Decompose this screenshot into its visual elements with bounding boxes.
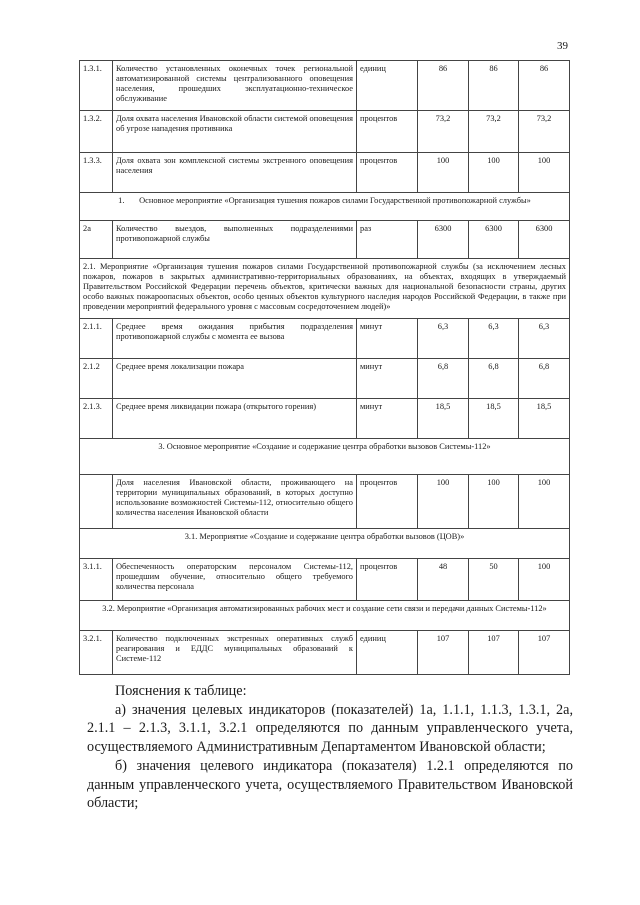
table-row (80, 359, 570, 399)
value-cell: 6,8 (418, 359, 469, 399)
table-row (80, 319, 570, 359)
unit-cell: процентов (357, 111, 418, 153)
indicator-number-cell: 3.2.1. (80, 631, 113, 675)
indicator-number-cell: 1.3.3. (80, 153, 113, 193)
value-cell: 73,2 (418, 111, 469, 153)
table-row (80, 61, 570, 111)
indicator-number-cell: 2.1.1. (80, 319, 113, 359)
indicator-name-cell: Среднее время ожидания прибытия подразделения противопожарной службы с момента ее вызова (113, 319, 357, 359)
indicator-name-cell: Среднее время ликвидации пожара (открытого горения) (113, 399, 357, 439)
value-cell: 100 (519, 559, 570, 601)
indicator-number-cell: 3.1.1. (80, 559, 113, 601)
section-title: 3. Основное мероприятие «Создание и содержание центра обработки вызовов Системы-112» (80, 439, 570, 475)
section-title: 3.1. Мероприятие «Создание и содержание центра обработки вызовов (ЦОВ)» (80, 529, 570, 559)
value-cell: 6,3 (469, 319, 519, 359)
section-row (80, 601, 570, 631)
note-item-a: а) значения целевых индикаторов (показателей) 1а, 1.1.1, 1.1.3, 1.3.1, 2а, 2.1.1 – 2.1.3, 3.1.1, 3.2.1 определяются по данным управленческого учета, осуществляемого Административным Департаментом Ивановской области; (87, 701, 573, 756)
table-row (80, 631, 570, 675)
indicator-name-cell: Доля населения Ивановской области, проживающего на территории муниципальных образований, в которых доступно использование возможностей Системы-112, относительно общего количества населения Ивановской области (113, 475, 357, 529)
unit-cell: минут (357, 399, 418, 439)
value-cell: 6,3 (519, 319, 570, 359)
value-cell: 100 (469, 153, 519, 193)
table-row (80, 559, 570, 601)
section-row (80, 529, 570, 559)
indicator-number-cell: 1.3.2. (80, 111, 113, 153)
section-title: 3.2. Мероприятие «Организация автоматизированных рабочих мест и создание сети связи и передачи данных Системы-112» (80, 601, 570, 631)
subsection-row (80, 259, 570, 319)
table-row (80, 153, 570, 193)
unit-cell: процентов (357, 559, 418, 601)
unit-cell: раз (357, 221, 418, 259)
indicator-name-cell: Доля охвата зон комплексной системы экстренного оповещения населения (113, 153, 357, 193)
indicators-table (79, 60, 570, 675)
value-cell: 6,3 (418, 319, 469, 359)
value-cell: 107 (469, 631, 519, 675)
indicator-name-cell: Обеспеченность операторским персоналом Системы-112, прошедшим обучение, относительно общего требуемого количества персонала (113, 559, 357, 601)
table-row (80, 221, 570, 259)
note-item-b: б) значения целевого индикатора (показателя) 1.2.1 определяются по данным управленческого учета, осуществляемого Правительством Ивановской области; (87, 757, 573, 812)
unit-cell: минут (357, 319, 418, 359)
value-cell: 100 (519, 475, 570, 529)
value-cell: 50 (469, 559, 519, 601)
value-cell: 6300 (469, 221, 519, 259)
value-cell: 100 (469, 475, 519, 529)
section-row (80, 193, 570, 221)
value-cell: 86 (418, 61, 469, 111)
unit-cell: процентов (357, 153, 418, 193)
page-number: 39 (557, 40, 568, 52)
table-notes (87, 682, 573, 813)
indicator-number-cell: 2.1.3. (80, 399, 113, 439)
notes-heading: Пояснения к таблице: (115, 683, 247, 699)
indicator-number-cell: 2а (80, 221, 113, 259)
value-cell: 73,2 (469, 111, 519, 153)
value-cell: 100 (418, 475, 469, 529)
table-row (80, 111, 570, 153)
value-cell: 48 (418, 559, 469, 601)
value-cell: 86 (469, 61, 519, 111)
value-cell: 107 (418, 631, 469, 675)
table-row (80, 399, 570, 439)
unit-cell: единиц (357, 61, 418, 111)
value-cell: 6300 (519, 221, 570, 259)
unit-cell: единиц (357, 631, 418, 675)
value-cell: 18,5 (519, 399, 570, 439)
value-cell: 6,8 (469, 359, 519, 399)
value-cell: 100 (519, 153, 570, 193)
value-cell: 6,8 (519, 359, 570, 399)
section-title: 1. Основное мероприятие «Организация тушения пожаров силами Государственной противопожарной службы» (80, 193, 570, 221)
value-cell: 107 (519, 631, 570, 675)
indicator-name-cell: Среднее время локализации пожара (113, 359, 357, 399)
indicator-name-cell: Количество выездов, выполненных подразделениями противопожарной службы (113, 221, 357, 259)
subsection-title: 2.1. Мероприятие «Организация тушения пожаров силами Государственной противопожарной службы (за исключением лесных пожаров, пожаров в закрытых административно-территориальных образованиях, на объектах, входящих в утверждаемый Правительством Российской Федерации перечень объектов, критически важных для национальной безопасности страны, других особо важных пожароопасных объектов, особо ценных объектов культурного наследия народов Российской Федерации, в также при проведении мероприятий федерального уровня с массовым сосредоточением людей)» (80, 259, 570, 319)
unit-cell: процентов (357, 475, 418, 529)
indicator-number-cell: 2.1.2 (80, 359, 113, 399)
indicator-name-cell: Количество подключенных экстренных оперативных служб реагирования и ЕДДС муниципальных образований к Системе-112 (113, 631, 357, 675)
unit-cell: минут (357, 359, 418, 399)
indicator-name-cell: Количество установленных оконечных точек региональной автоматизированной системы централизованного оповещения населения, прошедших эксплуатационно-техническое обслуживание (113, 61, 357, 111)
value-cell: 73,2 (519, 111, 570, 153)
value-cell: 86 (519, 61, 570, 111)
table-row (80, 475, 570, 529)
value-cell: 6300 (418, 221, 469, 259)
indicator-number-cell (80, 475, 113, 529)
value-cell: 18,5 (418, 399, 469, 439)
value-cell: 18,5 (469, 399, 519, 439)
indicator-name-cell: Доля охвата населения Ивановской области системой оповещения об угрозе нападения противника (113, 111, 357, 153)
section-row (80, 439, 570, 475)
indicator-number-cell: 1.3.1. (80, 61, 113, 111)
value-cell: 100 (418, 153, 469, 193)
